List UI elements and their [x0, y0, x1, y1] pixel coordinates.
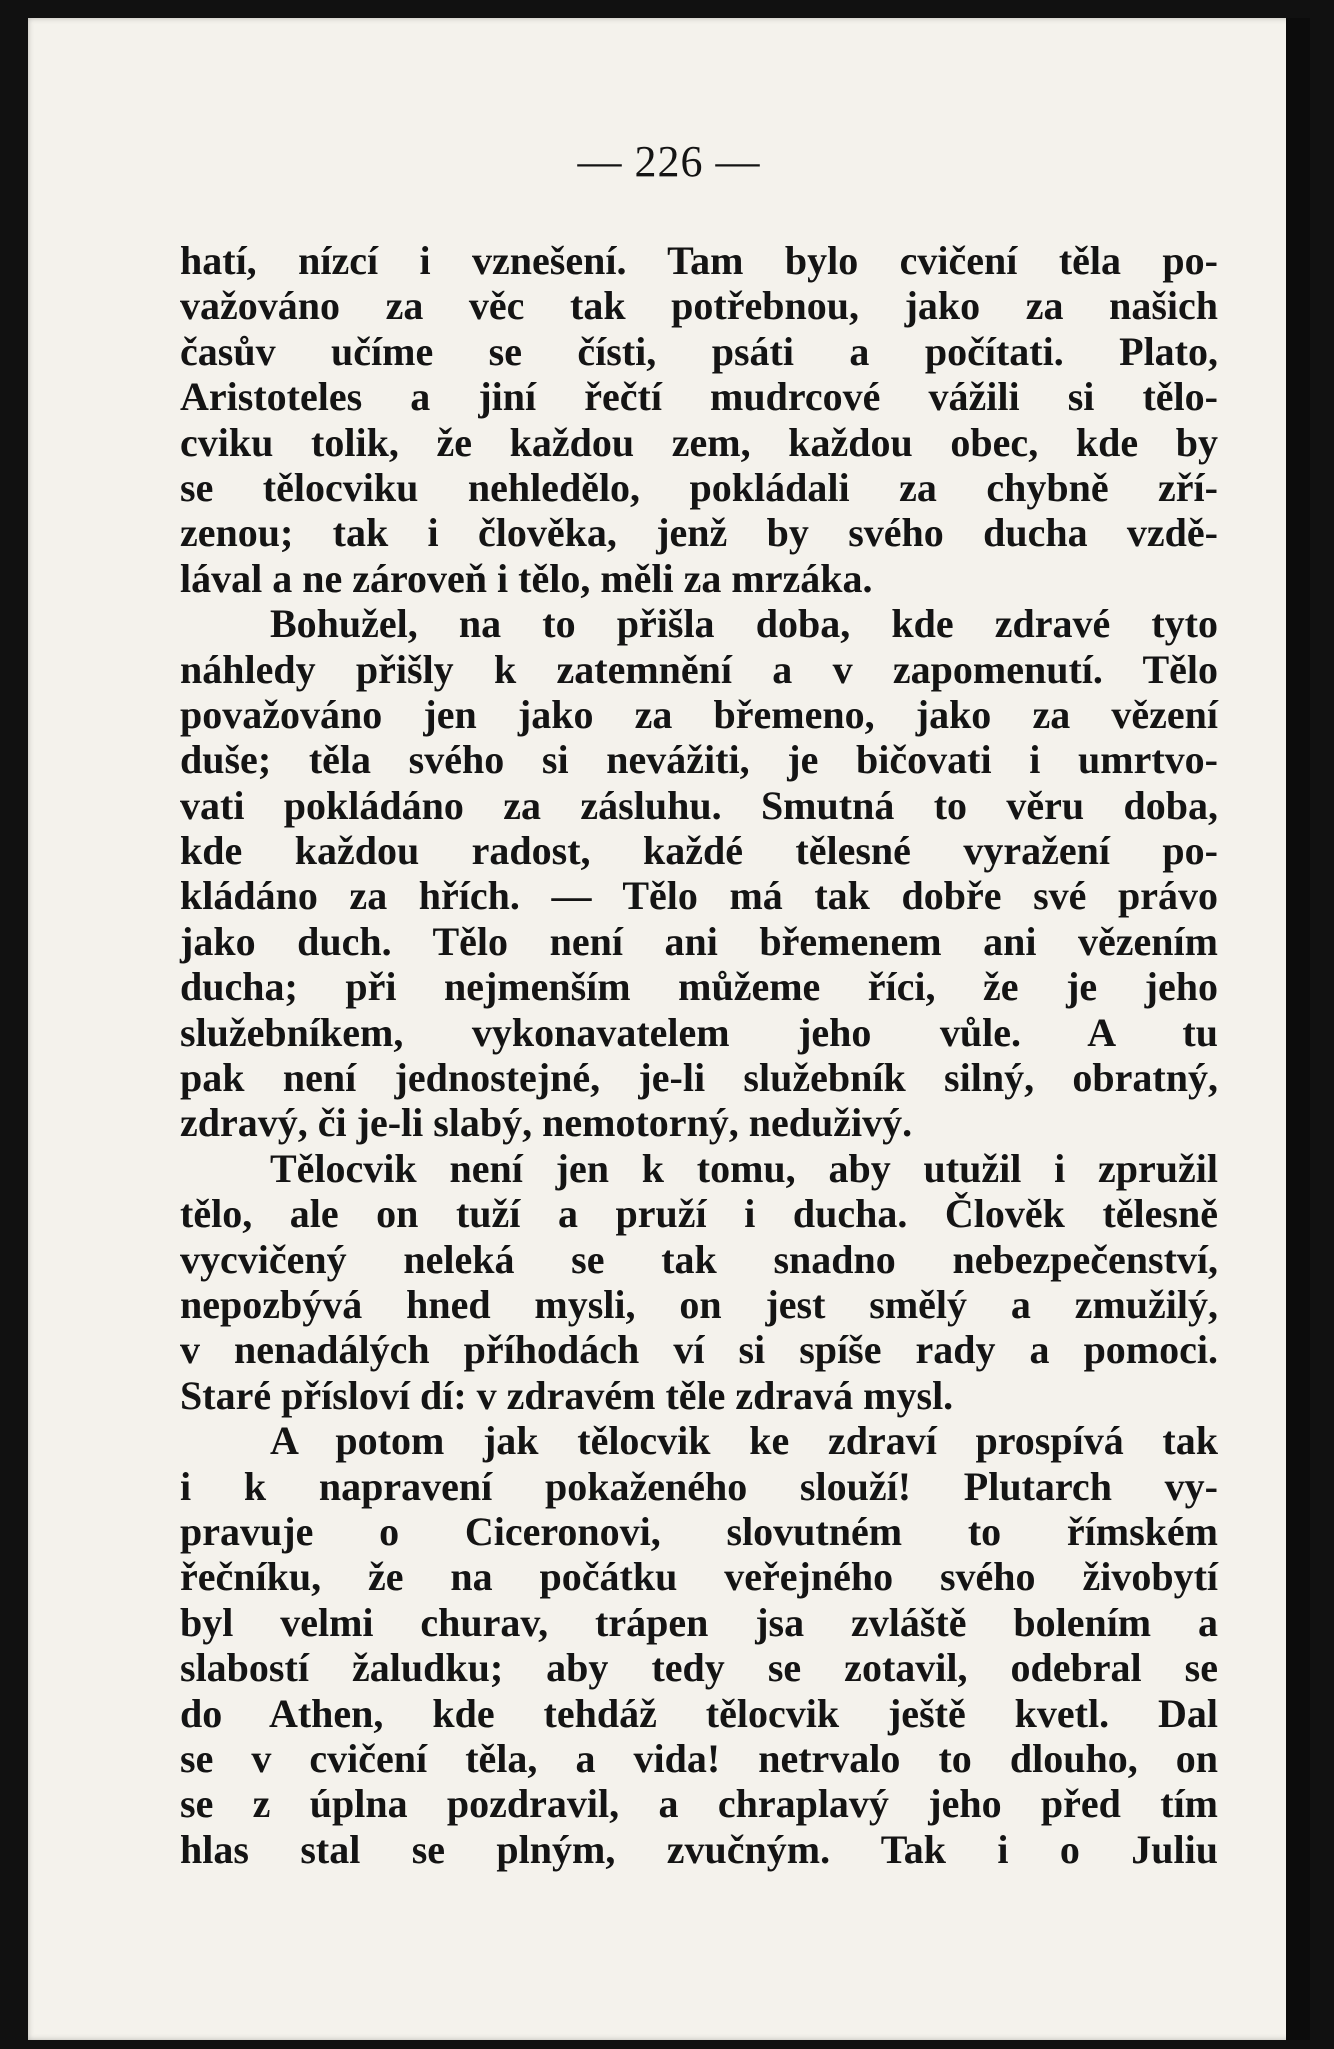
text-line: A potom jak tělocvik ke zdraví prospívá tak	[270, 1418, 1218, 1464]
text-line: cviku tolik, že každou zem, každou obec, kde by	[180, 419, 1218, 465]
text-line: zdravý, či je-li slabý, nemotorný, neduživý.	[180, 1100, 913, 1146]
text-line: kde každou radost, každé tělesné vyražení po-	[180, 828, 1218, 874]
text-line: se v cvičení těla, a vida! netrvalo to dlouho, on	[180, 1735, 1218, 1781]
text-line: zenou; tak i člověka, jenž by svého ducha vzdě-	[180, 510, 1218, 556]
page-number: — 226 —	[577, 137, 761, 186]
text-line: pak není jednostejné, je-li služebník silný, obratný,	[180, 1055, 1218, 1101]
text-line: považováno jen jako za břemeno, jako za vězení	[180, 691, 1218, 737]
text-line: lával a ne zároveň i tělo, měli za mrzáka.	[180, 555, 873, 601]
text-line: Aristoteles a jiní řečtí mudrcové vážili si tělo-	[180, 374, 1218, 420]
text-line: vati pokládáno za zásluhu. Smutná to věru doba,	[180, 782, 1218, 828]
text-line: hlas stal se plným, zvučným. Tak i o Juliu	[180, 1826, 1218, 1872]
text-line: se z úplna pozdravil, a chraplavý jeho před tím	[180, 1781, 1218, 1827]
text-line: služebníkem, vykonavatelem jeho vůle. A tu	[180, 1009, 1218, 1055]
page-edge-shadow	[1286, 18, 1310, 2040]
text-line: hatí, nízcí i vznešení. Tam bylo cvičení těla po-	[180, 238, 1218, 283]
text-line: duše; těla svého si nevážiti, je bičovati i umrtvo-	[180, 737, 1218, 783]
text-line: Bohužel, na to přišla doba, kde zdravé tyto	[270, 601, 1218, 647]
text-line: do Athen, kde tehdáž tělocvik ještě kvetl. Dal	[180, 1690, 1218, 1736]
text-line: náhledy přišly k zatemnění a v zapomenutí. Tělo	[180, 646, 1218, 692]
text-line: byl velmi churav, trápen jsa zvláště bolením a	[180, 1599, 1218, 1645]
text-line: kládáno za hřích. — Tělo má tak dobře své právo	[180, 873, 1218, 919]
text-line: nepozbývá hned mysli, on jest smělý a zmužilý,	[180, 1281, 1218, 1327]
text-line: Staré přísloví dí: v zdravém těle zdravá mysl.	[180, 1372, 954, 1418]
text-line: Tělocvik není jen k tomu, aby utužil i zpružil	[270, 1145, 1218, 1191]
text-line: časův učíme se čísti, psáti a počítati. Plato,	[180, 328, 1218, 374]
text-line: pravuje o Ciceronovi, slovutném to římském	[180, 1508, 1218, 1554]
text-line: slabostí žaludku; aby tedy se zotavil, odebral se	[180, 1645, 1218, 1691]
text-line: jako duch. Tělo není ani břemenem ani vězením	[180, 918, 1218, 964]
book-page	[28, 18, 1310, 2040]
page-body-text	[180, 238, 1218, 1872]
text-line: řečníku, že na počátku veřejného svého živobytí	[180, 1554, 1218, 1600]
text-line: i k napravení pokaženého slouží! Plutarch vy-	[180, 1463, 1218, 1509]
text-line: se tělocviku nehledělo, pokládali za chybně zří-	[180, 464, 1218, 510]
text-line: v nenadálých příhodách ví si spíše rady a pomoci.	[180, 1327, 1218, 1373]
text-line: ducha; při nejmenším můžeme říci, že je jeho	[180, 964, 1218, 1010]
text-line: tělo, ale on tuží a pruží i ducha. Člověk tělesně	[180, 1191, 1218, 1237]
text-line: vycvičený neleká se tak snadno nebezpečenství,	[180, 1236, 1218, 1282]
text-line: važováno za věc tak potřebnou, jako za našich	[180, 283, 1218, 329]
